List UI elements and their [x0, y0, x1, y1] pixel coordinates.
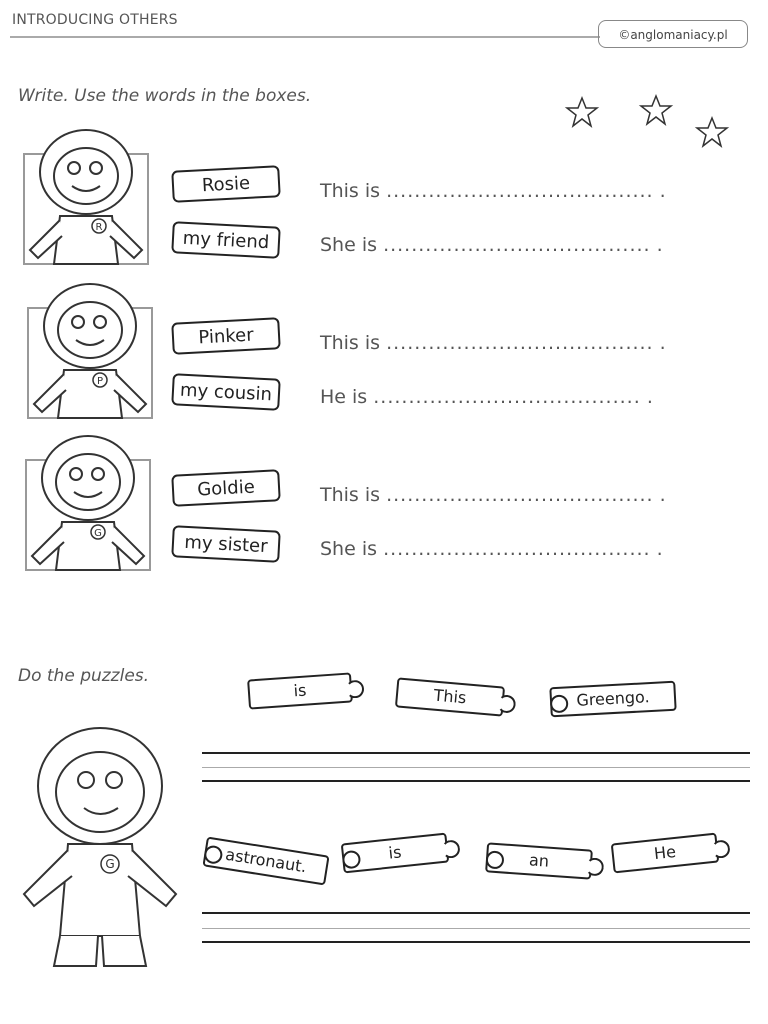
sentence-start: She is — [320, 538, 378, 560]
stars-decoration — [560, 92, 740, 152]
puzzle-word: is — [292, 680, 308, 701]
star-icon — [697, 118, 727, 146]
sentence-start: This is — [320, 180, 381, 202]
end-mark: . — [659, 180, 666, 202]
astronaut-badge: G — [94, 528, 102, 539]
astronaut-illustration — [20, 278, 160, 428]
astronaut-badge: R — [95, 222, 103, 233]
star-icon — [641, 96, 671, 124]
puzzle-piece[interactable] — [485, 842, 593, 879]
puzzle-piece[interactable] — [202, 836, 329, 885]
end-mark: . — [646, 386, 653, 408]
sentence-start: This is — [320, 332, 381, 354]
puzzle-word: Greengo. — [575, 687, 651, 710]
puzzle-piece[interactable] — [611, 833, 720, 874]
word-box-relation-2: my cousin — [171, 373, 281, 411]
instruction-puzzles: Do the puzzles. — [18, 666, 150, 686]
astronaut-illustration — [16, 124, 156, 274]
puzzle-word: an — [528, 850, 550, 871]
writing-line[interactable] — [202, 941, 750, 943]
word-box-name-2: Pinker — [171, 317, 281, 355]
answer-dots: ...................................... — [383, 538, 651, 560]
sentence-line[interactable] — [320, 484, 666, 506]
answer-dots: ...................................... — [373, 386, 641, 408]
sentence-line[interactable] — [320, 180, 666, 202]
writing-guide-line — [202, 928, 750, 929]
sentence-line[interactable] — [320, 386, 653, 408]
end-mark: . — [656, 234, 663, 256]
writing-line[interactable] — [202, 780, 750, 782]
puzzle-piece[interactable] — [549, 681, 676, 718]
end-mark: . — [659, 484, 666, 506]
brand-logo: ©anglomaniacy.pl — [598, 20, 748, 48]
puzzle-word: This — [432, 685, 468, 708]
astronaut-illustration-large — [10, 716, 190, 981]
sentence-line[interactable] — [320, 332, 666, 354]
worksheet-title: INTRODUCING OTHERS — [12, 12, 178, 28]
header-divider — [10, 36, 600, 38]
astronaut-badge: G — [105, 857, 115, 871]
writing-guide-line — [202, 767, 750, 768]
astronaut-badge: P — [96, 376, 104, 387]
instruction-write: Write. Use the words in the boxes. — [18, 86, 312, 106]
sentence-line[interactable] — [320, 538, 663, 560]
puzzle-word: is — [387, 842, 403, 863]
sentence-start: He is — [320, 386, 368, 408]
puzzle-piece[interactable] — [395, 677, 505, 716]
answer-dots: ...................................... — [386, 484, 654, 506]
puzzle-word: He — [653, 841, 677, 864]
star-icon — [567, 98, 597, 126]
astronaut-illustration — [18, 430, 158, 580]
word-box-relation-1: my friend — [171, 221, 281, 259]
end-mark: . — [656, 538, 663, 560]
sentence-start: She is — [320, 234, 378, 256]
answer-dots: ...................................... — [386, 180, 654, 202]
puzzle-piece[interactable] — [341, 833, 450, 874]
sentence-start: This is — [320, 484, 381, 506]
word-box-relation-3: my sister — [171, 525, 281, 563]
word-box-name-3: Goldie — [171, 469, 281, 507]
puzzle-piece[interactable] — [247, 672, 353, 709]
end-mark: . — [659, 332, 666, 354]
answer-dots: ...................................... — [386, 332, 654, 354]
writing-line[interactable] — [202, 752, 750, 754]
sentence-line[interactable] — [320, 234, 663, 256]
writing-line[interactable] — [202, 912, 750, 914]
puzzle-word: astronaut. — [224, 844, 308, 877]
answer-dots: ...................................... — [383, 234, 651, 256]
word-box-name-1: Rosie — [171, 165, 281, 203]
